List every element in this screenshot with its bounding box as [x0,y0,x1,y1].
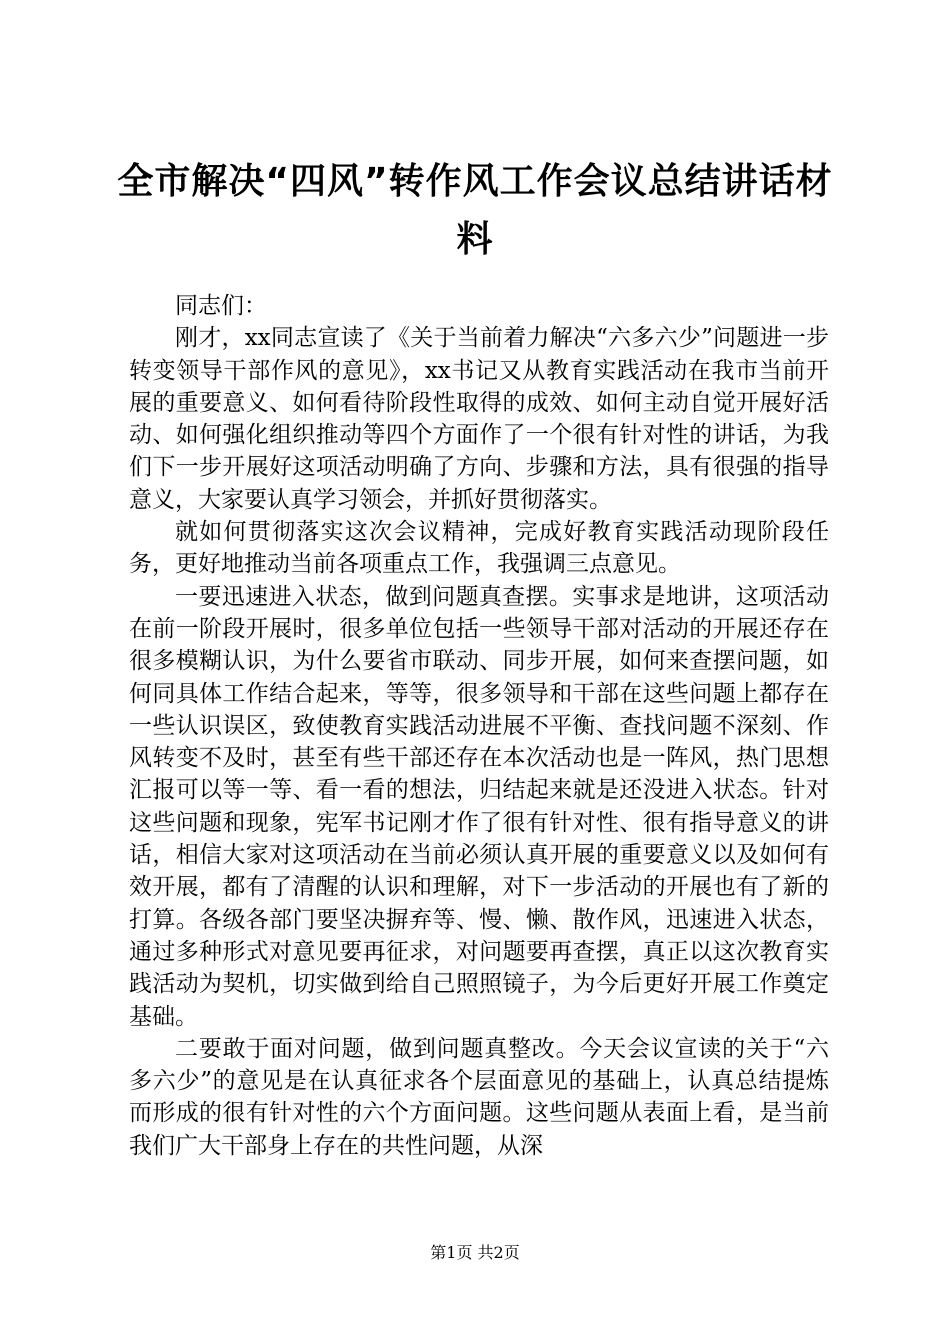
body-paragraph: 就如何贯彻落实这次会议精神，完成好教育实践活动现阶段任务，更好地推动当前各项重点工作，我强调三点意见。 [129,519,829,578]
body-paragraph: 刚才，xx同志宣读了《关于当前着力解决“六多六少”问题进一步转变领导干部作风的意见》，xx书记又从教育实践活动在我市当前开展的重要意义、如何看待阶段性取得的成效、如何主动自觉开展好活动、如何强化组织推动等四个方面作了一个很有针对性的讲话，为我们下一步开展好这项活动明确了方向、步骤和方法，具有很强的指导意义，大家要认真学习领会，并抓好贯彻落实。 [129,325,829,513]
page-number-footer: 第1页 共2页 [430,1243,520,1262]
body-paragraph: 一要迅速进入状态，做到问题真查摆。实事求是地讲，这项活动在前一阶段开展时，很多单位包括一些领导干部对活动的开展还存在很多模糊认识，为什么要省市联动、同步开展，如何来查摆问题，如何同具体工作结合起来，等等，很多领导和干部在这些问题上都存在一些认识误区，致使教育实践活动进展不平衡、查找问题不深刻、作风转变不及时，甚至有些干部还存在本次活动也是一阵风，热门思想汇报可以等一等、看一看的想法，归结起来就是还没进入状态。针对这些问题和现象，宪军书记刚才作了很有针对性、很有指导意义的讲话，相信大家对这项活动在当前必须认真开展的重要意义以及如何有效开展，都有了清醒的认识和理解，对下一步活动的开展也有了新的打算。各级各部门要坚决摒弃等、慢、懒、散作风，迅速进入状态，通过多种形式对意见要再征求，对问题要再查摆，真正以这次教育实践活动为契机，切实做到给自己照照镜子，为今后更好开展工作奠定基础。 [129,583,829,1030]
document-body [129,290,829,1162]
salutation-paragraph: 同志们： [175,293,267,319]
body-paragraph: 二要敢于面对问题，做到问题真整改。今天会议宣读的关于“六多六少”的意见是在认真征求各个层面意见的基础上，认真总结提炼而形成的很有针对性的六个方面问题。这些问题从表面上看，是当前我们广大干部身上存在的共性问题，从深 [129,1035,829,1159]
document-title: 全市解决“四风”转作风工作会议总结讲话材料 [117,161,833,260]
